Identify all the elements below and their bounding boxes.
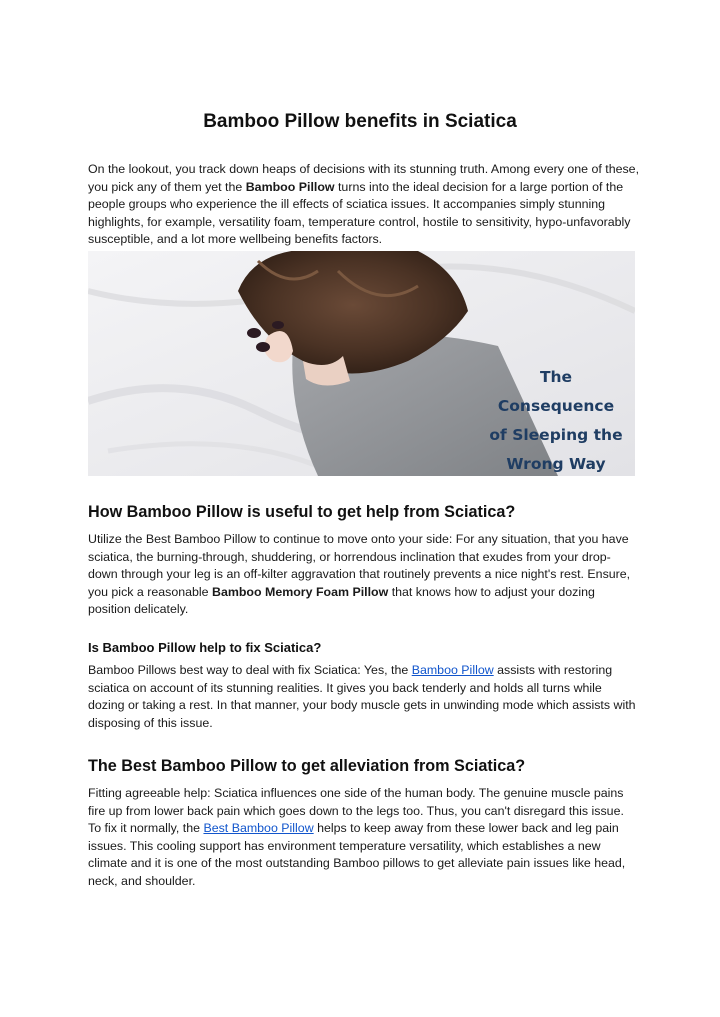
section1-text-end: that knows how to adjust your dozing position delicately. [88,584,595,617]
section1-heading: How Bamboo Pillow is useful to get help from Sciatica? [88,503,516,521]
caption-line: of Sleeping the [489,426,623,444]
intro-text-start: On the lookout, you track down heaps of decisions with its stunning truth. Among every one of these, you pick any of them yet the [88,162,640,194]
hero-image [88,251,635,476]
caption-line: Wrong Way [506,455,606,473]
section2-text-start: Bamboo Pillows best way to deal with fix Sciatica: Yes, the [88,663,412,677]
intro-paragraph [88,161,640,249]
section1-text-start: Utilize the Best Bamboo Pillow to continue to move onto your side: For any situation, that you have sciatica, the burning-through, shuddering, or horrendous inclination that exudes from your drop-down through your leg is an off-kilter aggravation that routinely prevents a nice night's rest. Ensure, you pick a reasonable [88,532,631,599]
intro-bold-term: Bamboo Pillow [245,179,335,194]
section1-bold-term: Bamboo Memory Foam Pillow [212,584,389,599]
section3-heading: The Best Bamboo Pillow to get alleviation from Sciatica? [88,757,526,775]
caption-line: Consequence [497,397,615,415]
hero-caption [481,363,631,476]
section1-paragraph [88,531,640,619]
section2-heading: Is Bamboo Pillow help to fix Sciatica? [88,640,322,655]
section2-paragraph [88,662,640,732]
best-bamboo-pillow-link[interactable]: Best Bamboo Pillow [203,821,314,836]
section3-paragraph [88,785,640,891]
caption-line: The [539,368,573,386]
page-title: Bamboo Pillow benefits in Sciatica [203,111,517,132]
section3-text-end: helps to keep away from these lower back and leg pain issues. This cooling support has environment temperature versatility, which establishes a new climate and it is one of the most outstanding Bamboo pillows to get alleviate pain issues like head, neck, and shoulder. [88,821,626,888]
section2-text-end: assists with restoring sciatica on account of its stunning realities. It gives you back tenderly and holds all turns while dozing or taking a rest. In that manner, your body muscle gets in unwinding mode which assists with disposing of this issue. [88,663,636,730]
section3-text-start: Fitting agreeable help: Sciatica influences one side of the human body. The genuine muscle pains fire up from lower back pain which goes down to the legs too. Thus, you can't disregard this issue. To fix it normally, the [88,786,624,836]
intro-text-end: turns into the ideal decision for a large portion of the people groups who experience the ill effects of sciatica issues. It accompanies simply stunning highlights, for example, versatility foam, temperature control, hostile to sensitivity, hypo-unfavorably susceptible, and a lot more wellbeing benefits factors. [88,179,631,247]
bamboo-pillow-link[interactable]: Bamboo Pillow [411,663,494,677]
